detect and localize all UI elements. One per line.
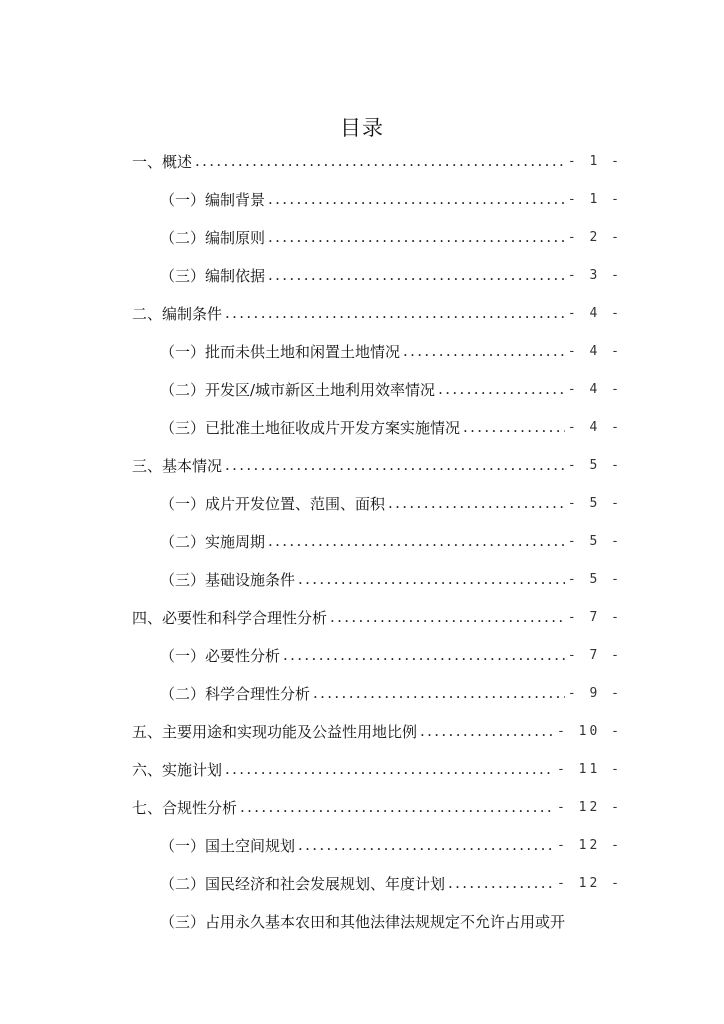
- toc-entry-text: （二）编制原则: [160, 228, 266, 247]
- toc-leader-dots: [195, 152, 565, 170]
- toc-entry-text: 四、必要性和科学合理性分析: [132, 608, 328, 627]
- toc-page-number: - 5 -: [567, 571, 622, 587]
- toc-entry-text: （二）开发区/城市新区土地利用效率情况: [160, 380, 436, 399]
- toc-entry-text: （三）编制依据: [160, 266, 266, 285]
- toc-entry[interactable]: [132, 298, 622, 328]
- toc-leader-dots: [225, 760, 554, 778]
- toc-page-number: - 1 -: [567, 153, 622, 169]
- toc-entry[interactable]: [160, 260, 622, 290]
- toc-page-number: - 4 -: [567, 381, 622, 397]
- toc-entry-text: 一、概述: [132, 152, 193, 171]
- toc-leader-dots: [330, 608, 565, 626]
- toc-leader-dots: [438, 380, 565, 398]
- toc-page-number: - 12 -: [557, 799, 622, 815]
- toc-leader-dots: [268, 532, 565, 550]
- toc-page-number: - 7 -: [567, 609, 622, 625]
- page-title: 目录: [340, 116, 384, 140]
- toc-entry[interactable]: [160, 336, 622, 366]
- toc-leader-dots: [420, 722, 554, 740]
- toc-page-number: - 7 -: [567, 647, 622, 663]
- toc-entry[interactable]: [132, 602, 622, 632]
- toc-page-number: - 12 -: [557, 837, 622, 853]
- toc-leader-dots: [283, 646, 565, 664]
- toc-entry-text: （二）国民经济和社会发展规划、年度计划: [160, 874, 446, 893]
- toc-leader-dots: [448, 874, 554, 892]
- toc-leader-dots: [298, 836, 554, 854]
- toc-entry[interactable]: [132, 754, 622, 784]
- toc-entry-text: 三、基本情况: [132, 456, 223, 475]
- toc-entry-text: （二）实施周期: [160, 532, 266, 551]
- toc-entry[interactable]: [160, 906, 622, 936]
- toc-entry-text: （一）批而未供土地和闲置土地情况: [160, 342, 401, 361]
- toc-entry[interactable]: [160, 564, 622, 594]
- toc-entry[interactable]: [160, 412, 622, 442]
- toc-page-number: - 9 -: [567, 685, 622, 701]
- toc-entry[interactable]: [160, 868, 622, 898]
- toc-page-number: - 4 -: [567, 305, 622, 321]
- toc-page-number: - 2 -: [567, 229, 622, 245]
- toc-page-number: - 5 -: [567, 495, 622, 511]
- toc-entry[interactable]: [160, 640, 622, 670]
- toc-page-number: - 5 -: [567, 457, 622, 473]
- toc-leader-dots: [225, 304, 565, 322]
- toc-leader-dots: [268, 266, 565, 284]
- toc-entry-text: （三）占用永久基本农田和其他法律法规规定不允许占用或开: [160, 912, 566, 931]
- toc-entry[interactable]: [160, 678, 622, 708]
- toc-entry[interactable]: [160, 374, 622, 404]
- toc-leader-dots: [313, 684, 565, 702]
- toc-page-number: - 5 -: [567, 533, 622, 549]
- toc-entry-text: （一）成片开发位置、范围、面积: [160, 494, 386, 513]
- toc-entry[interactable]: [132, 450, 622, 480]
- toc-entry[interactable]: [160, 830, 622, 860]
- toc-entry[interactable]: [132, 146, 622, 176]
- toc-entry[interactable]: [160, 526, 622, 556]
- toc-page-number: - 10 -: [557, 723, 622, 739]
- toc-leader-dots: [403, 342, 565, 360]
- toc-entry-text: （一）编制背景: [160, 190, 266, 209]
- toc-entry-text: （三）基础设施条件: [160, 570, 296, 589]
- toc-entry-text: （一）必要性分析: [160, 646, 281, 665]
- toc-leader-dots: [388, 494, 565, 512]
- toc-leader-dots: [298, 570, 565, 588]
- toc-entry-text: 五、主要用途和实现功能及公益性用地比例: [132, 722, 418, 741]
- toc-page-number: - 1 -: [567, 191, 622, 207]
- toc-entry-text: 二、编制条件: [132, 304, 223, 323]
- toc-entry-text: 七、合规性分析: [132, 798, 238, 817]
- toc-entry-text: （三）已批准土地征收成片开发方案实施情况: [160, 418, 461, 437]
- toc-entry[interactable]: [160, 184, 622, 214]
- toc-leader-dots: [225, 456, 565, 474]
- toc-leader-dots: [268, 190, 565, 208]
- toc-entry[interactable]: [132, 792, 622, 822]
- toc-leader-dots: [268, 228, 565, 246]
- toc-entry[interactable]: [160, 488, 622, 518]
- toc-page-number: - 12 -: [557, 875, 622, 891]
- toc-entry[interactable]: [132, 716, 622, 746]
- toc-page-number: - 11 -: [557, 761, 622, 777]
- toc-entry-text: （一）国土空间规划: [160, 836, 296, 855]
- toc-page-number: - 4 -: [567, 419, 622, 435]
- toc-page-number: - 3 -: [567, 267, 622, 283]
- toc-entry[interactable]: [160, 222, 622, 252]
- toc-leader-dots: [240, 798, 554, 816]
- toc-leader-dots: [463, 418, 565, 436]
- toc-entry-text: 六、实施计划: [132, 760, 223, 779]
- toc-entry-text: （二）科学合理性分析: [160, 684, 311, 703]
- toc-page-number: - 4 -: [567, 343, 622, 359]
